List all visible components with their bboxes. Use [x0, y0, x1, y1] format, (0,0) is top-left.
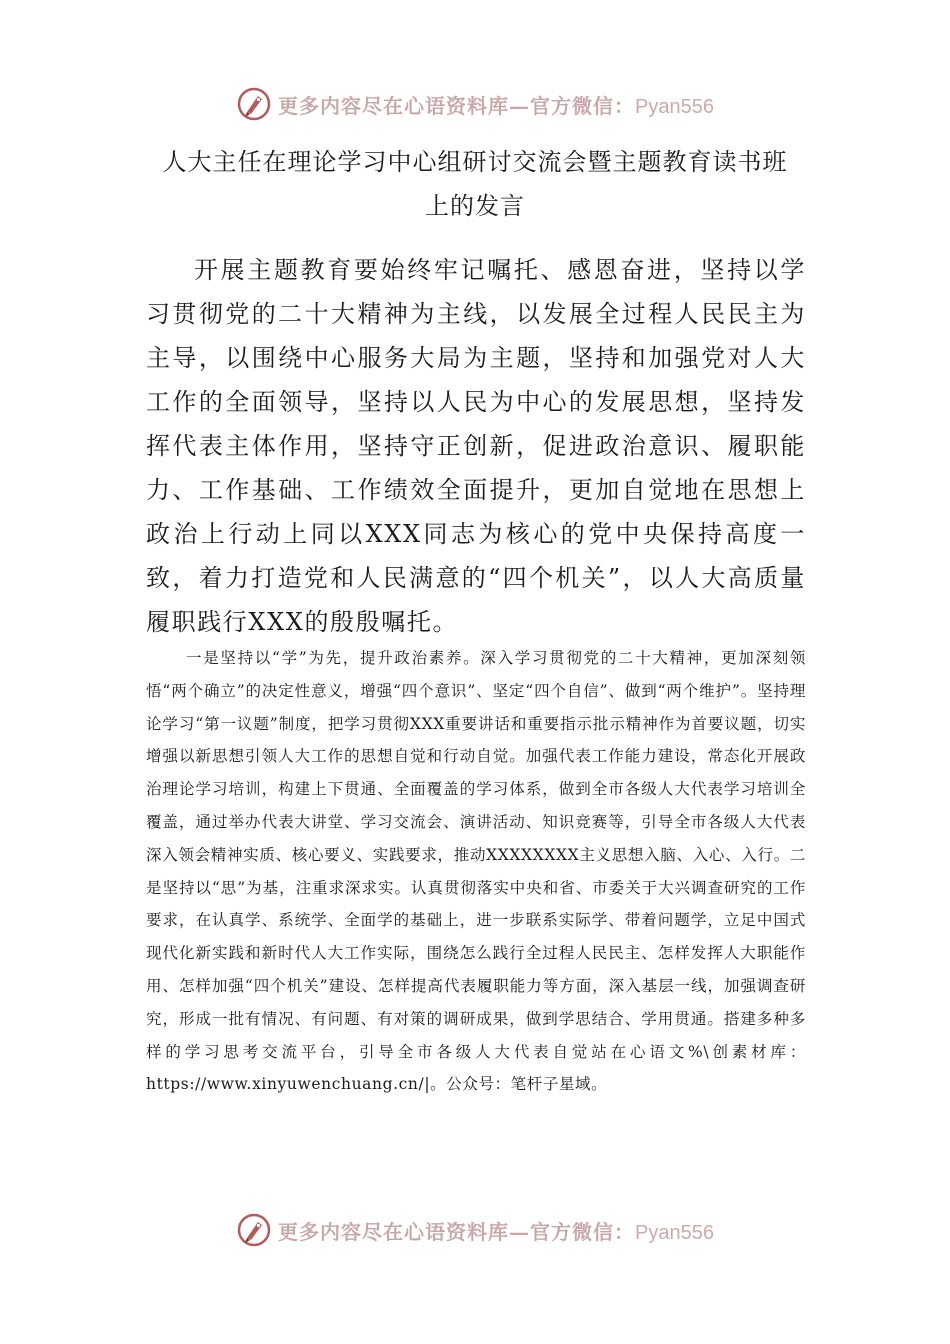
- title-line-2: 上的发言: [425, 192, 525, 220]
- body-paragraph: 一是坚持以“学”为先，提升政治素养。深入学习贯彻党的二十大精神，更加深刻领悟“两个确立”的决定性意义，增强“四个意识”、坚定“四个自信”、做到“两个维护”。坚持理论学习“第一议题”制度，把学习贯彻XXX重要讲话和重要指示批示精神作为首要议题，切实增强以新思想引领人大工作的思想自觉和行动自觉。加强代表工作能力建设，常态化开展政治理论学习培训，构建上下贯通、全面覆盖的学习体系，做到全市各级人大代表学习培训全覆盖，通过举办代表大讲堂、学习交流会、演讲活动、知识竞赛等，引导全市各级人大代表深入领会精神实质、核心要义、实践要求，推动XXXXXXXX主义思想入脑、入心、入行。二是坚持以“思”为基，注重求深求实。认真贯彻落实中央和省、市委关于大兴调查研究的工作要求，在认真学、系统学、全面学的基础上，进一步联系实际学、带着问题学，立足中国式现代化新实践和新时代人大工作实际，围绕怎么践行全过程人民民主、怎样发挥人大职能作用、怎样加强“四个机关”建设、怎样提高代表履职能力等方面，深入基层一线，加强调查研究，形成一批有情况、有问题、有对策的调研成果，做到学思结合、学用贯通。搭建多种多样的学习思考交流平台，引导全市各级人大代表自觉站在心语文%\创素材库：https://www.xinyuwenchuang.cn/|。公众号：笔杆子星域。: [146, 649, 806, 1094]
- lead-paragraph: 开展主题教育要始终牢记嘱托、感恩奋进，坚持以学习贯彻党的二十大精神为主线，以发展全过程人民民主为主导，以围绕中心服务大局为主题，坚持和加强党对人大工作的全面领导，坚持以人民为中心的发展思想，坚持发挥代表主体作用，坚持守正创新，促进政治意识、履职能力、工作基础、工作绩效全面提升，更加自觉地在思想上政治上行动上同以XXX同志为核心的党中央保持高度一致，着力打造党和人民满意的“四个机关”，以人大高质量履职践行XXX的殷殷嘱托。: [146, 256, 806, 636]
- banner-wechat-handle: Pyan556: [635, 95, 714, 118]
- document-title: [146, 140, 804, 228]
- banner-wechat-handle: Pyan556: [635, 1221, 714, 1244]
- title-line-1: 人大主任在理论学习中心组研讨交流会暨主题教育读书班: [162, 148, 788, 176]
- banner-slogan: 更多内容尽在心语资料库—官方微信：: [278, 93, 636, 118]
- banner-text: [278, 90, 714, 119]
- footer-banner: [0, 1208, 950, 1252]
- banner-slogan: 更多内容尽在心语资料库—官方微信：: [278, 1219, 636, 1244]
- banner-text: [278, 1216, 714, 1245]
- header-banner: [0, 82, 950, 126]
- pen-nib-logo-icon: [236, 86, 272, 122]
- pen-nib-logo-icon: [236, 1212, 272, 1248]
